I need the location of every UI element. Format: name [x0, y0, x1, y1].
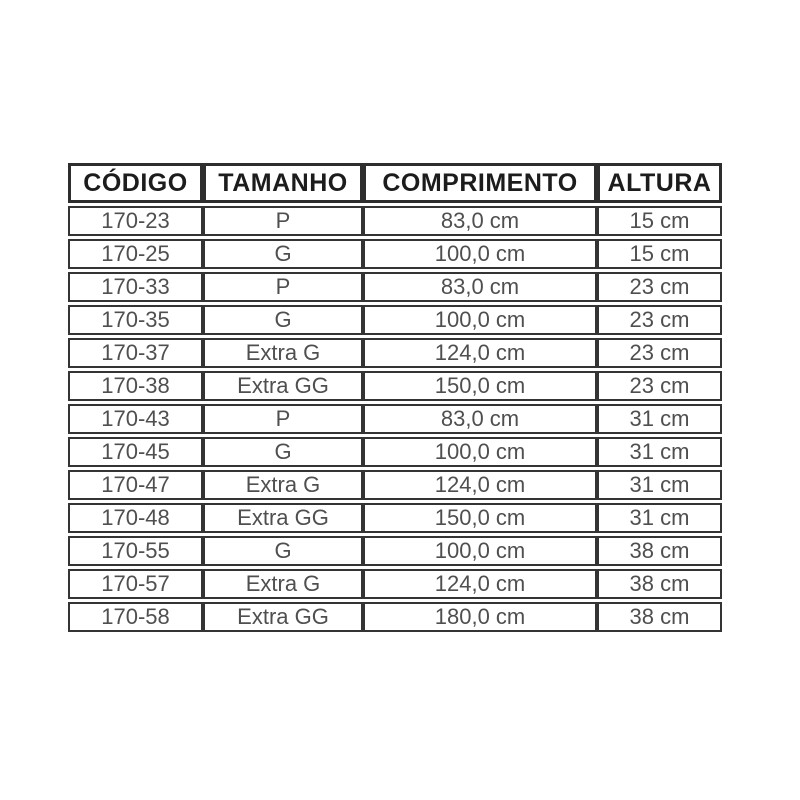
altura-cell: 31 cm	[597, 503, 722, 533]
table-row	[68, 272, 722, 302]
altura-cell: 31 cm	[597, 437, 722, 467]
altura-cell: 23 cm	[597, 305, 722, 335]
comprimento-cell: 100,0 cm	[363, 305, 597, 335]
header-row	[68, 163, 722, 203]
altura-cell: 38 cm	[597, 569, 722, 599]
codigo-cell: 170-43	[68, 404, 203, 434]
altura-cell: 38 cm	[597, 536, 722, 566]
comprimento-cell: 150,0 cm	[363, 503, 597, 533]
codigo-cell: 170-23	[68, 206, 203, 236]
table-row	[68, 239, 722, 269]
comprimento-cell: 83,0 cm	[363, 404, 597, 434]
codigo-cell: 170-55	[68, 536, 203, 566]
table-body	[68, 206, 722, 632]
table-row	[68, 206, 722, 236]
table-row	[68, 305, 722, 335]
altura-cell: 31 cm	[597, 404, 722, 434]
comprimento-cell: 124,0 cm	[363, 338, 597, 368]
codigo-cell: 170-35	[68, 305, 203, 335]
comprimento-cell: 180,0 cm	[363, 602, 597, 632]
tamanho-cell: Extra G	[203, 569, 363, 599]
table-row	[68, 503, 722, 533]
codigo-cell: 170-48	[68, 503, 203, 533]
comprimento-cell: 100,0 cm	[363, 437, 597, 467]
size-chart-table	[68, 160, 722, 635]
table-row	[68, 437, 722, 467]
tamanho-cell: Extra GG	[203, 602, 363, 632]
tamanho-cell: P	[203, 272, 363, 302]
column-header-comprimento: COMPRIMENTO	[363, 163, 597, 203]
altura-cell: 23 cm	[597, 272, 722, 302]
comprimento-cell: 124,0 cm	[363, 470, 597, 500]
tamanho-cell: G	[203, 305, 363, 335]
altura-cell: 31 cm	[597, 470, 722, 500]
codigo-cell: 170-38	[68, 371, 203, 401]
altura-cell: 38 cm	[597, 602, 722, 632]
table-row	[68, 371, 722, 401]
tamanho-cell: Extra G	[203, 338, 363, 368]
tamanho-cell: G	[203, 536, 363, 566]
altura-cell: 23 cm	[597, 371, 722, 401]
tamanho-cell: G	[203, 437, 363, 467]
column-header-tamanho: TAMANHO	[203, 163, 363, 203]
table-row	[68, 536, 722, 566]
column-header-altura: ALTURA	[597, 163, 722, 203]
tamanho-cell: Extra GG	[203, 503, 363, 533]
column-header-codigo: CÓDIGO	[68, 163, 203, 203]
tamanho-cell: Extra GG	[203, 371, 363, 401]
tamanho-cell: Extra G	[203, 470, 363, 500]
tamanho-cell: P	[203, 404, 363, 434]
comprimento-cell: 83,0 cm	[363, 206, 597, 236]
table-row	[68, 338, 722, 368]
comprimento-cell: 124,0 cm	[363, 569, 597, 599]
altura-cell: 15 cm	[597, 239, 722, 269]
codigo-cell: 170-57	[68, 569, 203, 599]
codigo-cell: 170-58	[68, 602, 203, 632]
codigo-cell: 170-37	[68, 338, 203, 368]
codigo-cell: 170-47	[68, 470, 203, 500]
altura-cell: 23 cm	[597, 338, 722, 368]
table-row	[68, 602, 722, 632]
table-row	[68, 470, 722, 500]
comprimento-cell: 150,0 cm	[363, 371, 597, 401]
codigo-cell: 170-33	[68, 272, 203, 302]
codigo-cell: 170-45	[68, 437, 203, 467]
comprimento-cell: 100,0 cm	[363, 239, 597, 269]
comprimento-cell: 100,0 cm	[363, 536, 597, 566]
size-chart	[68, 160, 722, 635]
codigo-cell: 170-25	[68, 239, 203, 269]
tamanho-cell: G	[203, 239, 363, 269]
altura-cell: 15 cm	[597, 206, 722, 236]
tamanho-cell: P	[203, 206, 363, 236]
table-row	[68, 569, 722, 599]
comprimento-cell: 83,0 cm	[363, 272, 597, 302]
table-row	[68, 404, 722, 434]
